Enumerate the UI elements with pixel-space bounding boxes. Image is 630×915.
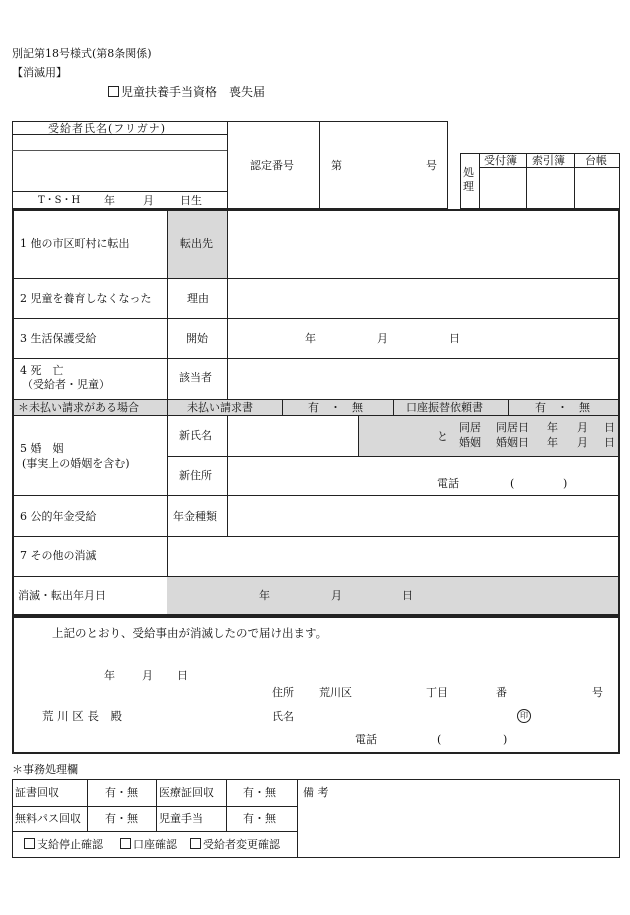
checkbox-icon — [24, 838, 35, 849]
free-pass-return-label: 無料パス回収 — [15, 812, 81, 825]
go-label: 号 — [592, 686, 603, 699]
unpaid-claim-doc: 未払い請求書 — [187, 401, 253, 414]
name-field[interactable] — [300, 706, 510, 722]
chome-label: 丁目 — [426, 686, 448, 699]
reason-field[interactable] — [230, 281, 615, 315]
welfare-day-label: 日 — [449, 332, 460, 345]
usage-label: 【消滅用】 — [12, 66, 67, 79]
col-ledger: 台帳 — [585, 154, 607, 167]
furigana-field[interactable] — [14, 137, 224, 149]
addressee: 荒 川 区 長 殿 — [42, 709, 122, 723]
marriage-date-label: 婚姻日 — [496, 436, 529, 449]
address-field[interactable] — [350, 682, 590, 698]
reason-7-label: 7 その他の消滅 — [20, 549, 97, 562]
new-address-field[interactable] — [230, 459, 615, 492]
check-recipient-change-label: 受給者変更確認 — [203, 838, 280, 851]
free-pass-return-yesno[interactable]: 有・無 — [105, 812, 138, 825]
termination-date-label: 消滅・転出年月日 — [18, 589, 106, 602]
col-receipt: 受付簿 — [484, 154, 517, 167]
reason-4-sub: 該当者 — [179, 371, 212, 384]
account-transfer-doc: 口座振替依頼書 — [406, 401, 483, 414]
reason-4-label2: （受給者・児童） — [22, 378, 110, 391]
moving-destination-field[interactable] — [230, 212, 615, 275]
birth-year-label: 年 — [104, 194, 115, 207]
reason-5-label2: (事実上の婚姻を含む) — [22, 457, 130, 470]
unpaid-claim-label: ＊未払い請求がある場合 — [18, 401, 139, 414]
name-label: 氏名 — [272, 710, 294, 723]
cert-number-field[interactable] — [345, 155, 420, 175]
address-label: 住所 — [272, 686, 294, 699]
check-suspension[interactable] — [24, 838, 103, 851]
termination-year: 年 — [259, 589, 270, 602]
new-surname-label: 新氏名 — [179, 429, 212, 442]
remarks-label: 備 考 — [303, 786, 329, 799]
checkbox-icon — [190, 838, 201, 849]
birth-month-label: 月 — [143, 194, 154, 207]
cert-dai-label: 第 — [331, 159, 342, 172]
reason-6-label: 6 公的年金受給 — [20, 510, 97, 523]
marriage-year: 年 — [547, 436, 558, 449]
declaration-year: 年 — [104, 669, 115, 682]
pension-type-field[interactable] — [230, 498, 615, 533]
cohabit-date-label: 同居日 — [496, 421, 529, 434]
cohabit-kind: 同居 — [459, 421, 481, 434]
declaration-month: 月 — [142, 669, 153, 682]
applicant-name-field[interactable] — [14, 153, 224, 189]
child-allowance-label: 児童手当 — [159, 812, 203, 825]
checkbox-icon — [120, 838, 131, 849]
medical-return-yesno[interactable]: 有・無 — [243, 786, 276, 799]
marriage-month: 月 — [577, 436, 588, 449]
declaration-day: 日 — [177, 669, 188, 682]
cert-go-label: 号 — [426, 159, 437, 172]
child-allowance-yesno[interactable]: 有・無 — [243, 812, 276, 825]
ward-name: 荒川区 — [319, 686, 352, 699]
checkbox-icon — [108, 86, 119, 97]
check-account[interactable] — [120, 838, 177, 851]
cert-return-label: 証書回収 — [15, 786, 59, 799]
remarks-field[interactable] — [300, 800, 616, 854]
birth-day-label: 日生 — [180, 194, 202, 207]
cohabit-month: 月 — [577, 421, 588, 434]
other-reason-field[interactable] — [170, 539, 615, 573]
form-number: 別記第18号様式(第8条関係) — [12, 47, 152, 60]
cohabit-year: 年 — [547, 421, 558, 434]
reason-1-label: 1 他の市区町村に転出 — [20, 237, 130, 250]
birth-era: T・S・H — [38, 195, 81, 206]
reason-2-label: 2 児童を養育しなくなった — [20, 292, 152, 305]
deceased-person-field[interactable] — [230, 361, 615, 396]
medical-return-label: 医療証回収 — [159, 786, 214, 799]
termination-month: 月 — [331, 589, 342, 602]
cert-return-yesno[interactable]: 有・無 — [105, 786, 138, 799]
office-use-title: ＊事務処理欄 — [12, 763, 78, 776]
cohabit-day: 日 — [604, 421, 615, 434]
partner-to-label: と — [437, 430, 448, 443]
welfare-year-label: 年 — [305, 332, 316, 345]
applicant-name-label: 受給者氏名(フリガナ) — [48, 122, 167, 135]
new-phone-paren-open: ( — [510, 477, 515, 490]
check-suspension-label: 支給停止確認 — [37, 838, 103, 851]
account-transfer-yesno[interactable]: 有 ・ 無 — [535, 401, 590, 414]
marriage-kind: 婚姻 — [459, 436, 481, 449]
reason-3-sub: 開始 — [186, 332, 208, 345]
new-address-label: 新住所 — [179, 469, 212, 482]
marriage-day: 日 — [604, 436, 615, 449]
new-phone-paren-close: ) — [563, 477, 568, 490]
reason-4-label: 4 死 亡 — [20, 364, 64, 377]
unpaid-claim-yesno[interactable]: 有 ・ 無 — [308, 401, 363, 414]
col-index: 索引簿 — [532, 154, 565, 167]
title-main: 喪失届 — [229, 85, 266, 99]
phone-label: 電話 — [355, 733, 377, 746]
declaration-text: 上記のとおり、受給事由が消滅したので届け出ます。 — [52, 626, 328, 640]
phone-paren-close: ) — [503, 733, 508, 746]
ban-label: 番 — [496, 686, 507, 699]
check-account-label: 口座確認 — [133, 838, 177, 851]
termination-day: 日 — [402, 589, 413, 602]
reason-6-sub: 年金種類 — [173, 510, 217, 523]
phone-paren-open: ( — [437, 733, 442, 746]
new-phone-label: 電話 — [437, 477, 459, 490]
reason-1-sub: 転出先 — [180, 237, 213, 250]
processing-label: 処理 — [463, 166, 474, 193]
title-prefix: 児童扶養手当資格 — [121, 85, 218, 99]
new-surname-field[interactable] — [230, 418, 355, 453]
reason-5-label: 5 婚 姻 — [20, 442, 64, 455]
welfare-month-label: 月 — [377, 332, 388, 345]
reason-3-label: 3 生活保護受給 — [20, 332, 97, 345]
seal-icon: 印 — [517, 709, 531, 723]
cert-number-label: 認定番号 — [250, 159, 294, 172]
phone-field[interactable] — [445, 730, 500, 746]
form-title — [108, 86, 265, 99]
check-recipient-change[interactable] — [190, 838, 280, 851]
reason-2-sub: 理由 — [187, 292, 209, 305]
